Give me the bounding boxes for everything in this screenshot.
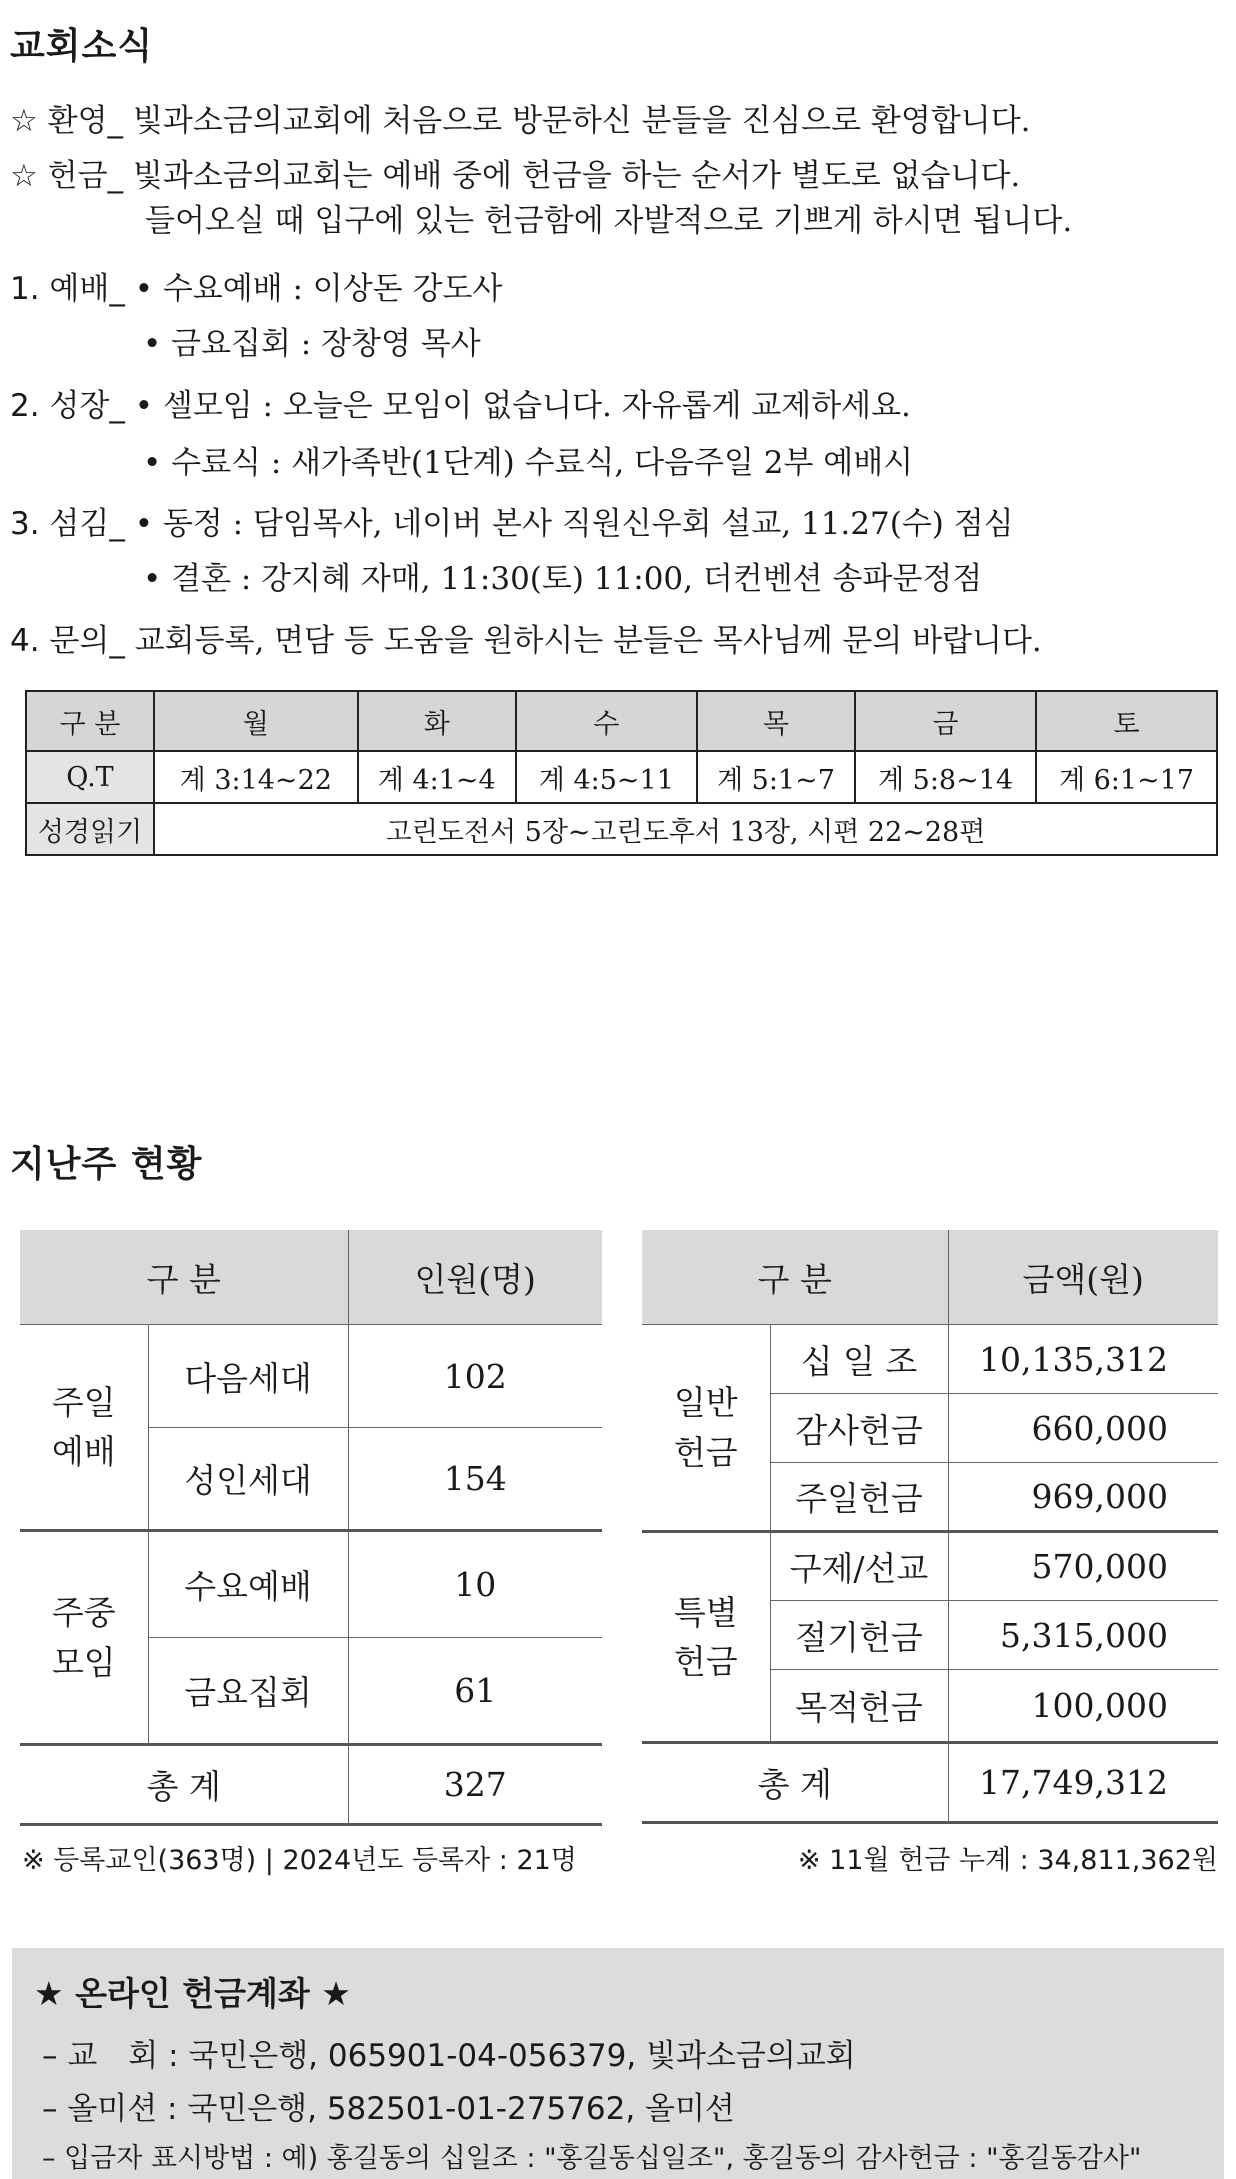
item-line: • 동정 : 담임목사, 네이버 본사 직원신우회 설교, 11.27(수) 점심 [134, 506, 1014, 542]
qt-label: Q.T [26, 751, 154, 803]
item-label: 2. 성장_ [10, 388, 125, 424]
qt-cell: 계 5:1~7 [697, 751, 855, 803]
row-value: 5,315,000 [948, 1601, 1218, 1670]
header-cell: 구 분 [20, 1230, 348, 1325]
qt-cell: 계 4:1~4 [358, 751, 516, 803]
row-label: 성인세대 [148, 1428, 348, 1531]
row-label: 감사헌금 [770, 1394, 948, 1463]
qt-cell: 계 5:8~14 [855, 751, 1036, 803]
row-value: 100,000 [948, 1670, 1218, 1743]
item-line: • 수요예배 : 이상돈 강도사 [134, 271, 503, 307]
total-value: 17,749,312 [948, 1743, 1218, 1823]
item-line: • 결혼 : 강지혜 자매, 11:30(토) 11:00, 더컨벤션 송파문정점 [143, 561, 983, 597]
header-cell: 금액(원) [948, 1230, 1218, 1325]
table-row [20, 1531, 602, 1638]
header-cell: 금 [855, 691, 1036, 751]
item-line: • 수료식 : 새가족반(1단계) 수료식, 다음주일 2부 예배시 [143, 445, 914, 481]
offering-table [642, 1230, 1218, 1824]
total-label: 총 계 [20, 1745, 348, 1825]
item-service [10, 498, 1014, 543]
offering-line [10, 150, 1020, 195]
bible-label: 성경읽기 [26, 803, 154, 855]
account-line: – 교 회 : 국민은행, 065901-04-056379, 빛과소금의교회 [42, 2038, 856, 2074]
welcome-line [10, 95, 1031, 140]
item-label: 1. 예배_ [10, 271, 125, 307]
total-label: 총 계 [642, 1743, 948, 1823]
item-line: • 금요집회 : 장창영 목사 [143, 326, 481, 362]
row-value: 10 [348, 1531, 602, 1638]
account-line: – 올미션 : 국민은행, 582501-01-275762, 올미션 [42, 2091, 735, 2127]
online-offering-box [12, 1948, 1224, 2179]
row-value: 570,000 [948, 1532, 1218, 1601]
qt-cell: 계 4:5~11 [516, 751, 697, 803]
qt-cell: 계 6:1~17 [1036, 751, 1217, 803]
offering-text-2: 들어오실 때 입구에 있는 헌금함에 자발적으로 기쁘게 하시면 됩니다. [145, 203, 1073, 239]
bible-row [26, 803, 1217, 855]
item-worship [10, 263, 502, 308]
row-label: 주일헌금 [770, 1463, 948, 1532]
row-value: 660,000 [948, 1394, 1218, 1463]
status-title: 지난주 현황 [10, 1144, 203, 1185]
online-title: ★ 온라인 헌금계좌 ★ [34, 1974, 351, 2013]
deposit-instruction: – 입금자 표시방법 : 예) 홍길동의 십일조 : "홍길동십일조", 홍길동의 감사헌금 : "홍길동감사" [42, 2143, 1142, 2174]
header-cell: 토 [1036, 691, 1217, 751]
row-label: 십 일 조 [770, 1325, 948, 1394]
welcome-label: ☆ 환영_ [10, 103, 124, 139]
row-value: 102 [348, 1325, 602, 1428]
item-line: 교회등록, 면담 등 도움을 원하시는 분들은 목사님께 문의 바랍니다. [134, 623, 1042, 659]
header-cell: 수 [516, 691, 697, 751]
header-cell: 목 [697, 691, 855, 751]
row-label: 절기헌금 [770, 1601, 948, 1670]
item-label: 4. 문의_ [10, 623, 125, 659]
total-row [20, 1745, 602, 1825]
attendance-header [20, 1230, 602, 1325]
row-value: 969,000 [948, 1463, 1218, 1532]
qt-row [26, 751, 1217, 803]
item-line: • 셀모임 : 오늘은 모임이 없습니다. 자유롭게 교제하세요. [134, 388, 911, 424]
header-cell: 구 분 [26, 691, 154, 751]
row-value: 61 [348, 1638, 602, 1745]
qt-header-row [26, 691, 1217, 751]
table-row [642, 1532, 1218, 1601]
group-label: 주중 모임 [20, 1531, 148, 1745]
bible-reading: 고린도전서 5장~고린도후서 13장, 시편 22~28편 [154, 803, 1217, 855]
header-cell: 인원(명) [348, 1230, 602, 1325]
row-label: 구제/선교 [770, 1532, 948, 1601]
total-row [642, 1743, 1218, 1823]
item-growth [10, 380, 911, 425]
row-value: 154 [348, 1428, 602, 1531]
row-label: 금요집회 [148, 1638, 348, 1745]
offering-header [642, 1230, 1218, 1325]
attendance-table [20, 1230, 602, 1826]
welcome-text: 빛과소금의교회에 처음으로 방문하신 분들을 진심으로 환영합니다. [132, 103, 1031, 139]
header-cell: 구 분 [642, 1230, 948, 1325]
offering-text-1: 빛과소금의교회는 예배 중에 헌금을 하는 순서가 별도로 없습니다. [132, 158, 1021, 194]
row-label: 다음세대 [148, 1325, 348, 1428]
header-cell: 월 [154, 691, 358, 751]
group-label: 특별 헌금 [642, 1532, 770, 1743]
table-row [642, 1325, 1218, 1394]
item-label: 3. 섬김_ [10, 506, 125, 542]
offering-note: ※ 11월 헌금 누계 : 34,811,362원 [797, 1845, 1218, 1876]
table-row [20, 1325, 602, 1428]
row-label: 수요예배 [148, 1531, 348, 1638]
item-inquiry [10, 615, 1042, 660]
attendance-note: ※ 등록교인(363명) | 2024년도 등록자 : 21명 [22, 1845, 577, 1876]
news-title: 교회소식 [10, 26, 154, 67]
row-value: 10,135,312 [948, 1325, 1218, 1394]
offering-label: ☆ 헌금_ [10, 158, 124, 194]
header-cell: 화 [358, 691, 516, 751]
qt-cell: 계 3:14~22 [154, 751, 358, 803]
total-value: 327 [348, 1745, 602, 1825]
group-label: 주일 예배 [20, 1325, 148, 1531]
qt-table [25, 690, 1218, 856]
group-label: 일반 헌금 [642, 1325, 770, 1532]
row-label: 목적헌금 [770, 1670, 948, 1743]
